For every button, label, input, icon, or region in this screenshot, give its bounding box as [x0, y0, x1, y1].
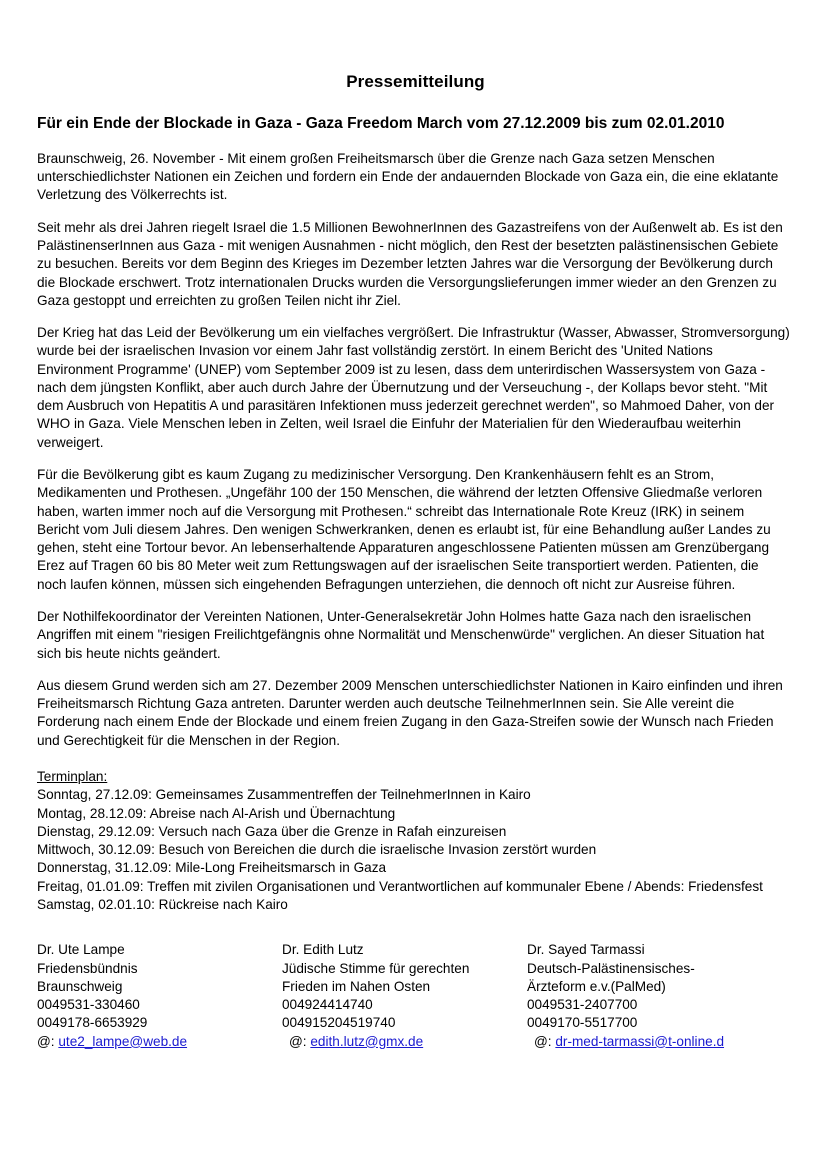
contacts-section — [37, 941, 794, 1051]
paragraph: Für die Bevölkerung gibt es kaum Zugang zu medizinischer Versorgung. Den Krankenhäusern fehlt es an Strom, Medikamenten und Prothesen. „Ungefähr 100 der 150 Menschen, die während der letzten Offensive Gliedmaße verloren haben, warten immer noch auf die Versorgung mit Prothesen.“ schreibt das Internationale Rote Kreuz (IRK) in seinem Bericht vom Juli diesem Jahres. Den wenigen Schwerkranken, denen es erlaubt ist, für eine Behandlung außer Landes zu gehen, steht eine Tortour bevor. An lebenserhaltende Apparaturen angeschlossene Patienten müssen am Grenzübergang Erez auf Tragen 60 bis 80 Meter weit zum Rettungswagen auf der israelischen Seite transportiert werden. Patienten, die noch laufen können, müssen sich eingehenden Befragungen unterziehen, die dennoch oft nicht zur Ausreise führen. — [37, 467, 771, 592]
contact-email-row — [527, 1033, 787, 1051]
schedule-entry: Sonntag, 27.12.09: Gemeinsames Zusammentreffen der TeilnehmerInnen in Kairo — [37, 787, 531, 803]
email-label: @: — [289, 1033, 307, 1049]
contact-phone: 0049531-330460 — [37, 997, 140, 1013]
contact-phone: 0049178-6653929 — [37, 1015, 148, 1031]
contact-phone: 004924414740 — [282, 997, 373, 1013]
paragraph: Braunschweig, 26. November - Mit einem großen Freiheitsmarsch über die Grenze nach Gaza setzen Menschen unterschiedlichster Nationen ein Zeichen und fordern ein Ende der andauernden Blockade von Gaza ein, die eine eklatante Verletzung des Völkerrechts ist. — [37, 150, 779, 203]
paragraph: Der Krieg hat das Leid der Bevölkerung um ein vielfaches vergrößert. Die Infrastruktur (Wasser, Abwasser, Stromversorgung) wurde bei der israelischen Invasion vor einem Jahr fast vollständig zerstört. In einem Bericht des 'United Nations Environment Programme' (UNEP) vom September 2009 ist zu lesen, dass dem unterirdischen Wassersystem von Gaza - nach dem jüngsten Konflikt, aber auch durch Jahre der Übernutzung und der Verseuchung -, der Kollaps bevor steht. "Mit dem Ausbruch von Hepatitis A und parasitären Infektionen muss jederzeit gerechnet werden", so Mahmoed Daher, von der WHO in Gaza. Viele Menschen leben in Zelten, weil Israel die Einfuhr der Materialien für den Wiederaufbau weiterhin verweigert. — [37, 325, 790, 450]
contact-name: Dr. Ute Lampe — [37, 942, 125, 958]
email-label: @: — [534, 1033, 552, 1049]
contact-org-line: Frieden im Nahen Osten — [282, 978, 431, 994]
contact-email-link[interactable]: edith.lutz@gmx.de — [310, 1033, 424, 1049]
contact-name: Dr. Sayed Tarmassi — [527, 942, 645, 958]
body-paragraphs — [37, 150, 794, 750]
contact-org-line: Braunschweig — [37, 978, 123, 994]
contact-email-link[interactable]: dr-med-tarmassi@t-online.d — [555, 1033, 725, 1049]
schedule-entry: Samstag, 02.01.10: Rückreise nach Kairo — [37, 896, 288, 912]
schedule-entry: Donnerstag, 31.12.09: Mile-Long Freiheitsmarsch in Gaza — [37, 860, 387, 876]
paragraph: Der Nothilfekoordinator der Vereinten Nationen, Unter-Generalsekretär John Holmes hatte Gaza nach den israelischen Angriffen mit einem "riesigen Freilichtgefängnis ohne Normalität und Menschenwürde" verglichen. An dieser Situation hat sich bis heute nichts geändert. — [37, 609, 765, 661]
paragraph: Aus diesem Grund werden sich am 27. Dezember 2009 Menschen unterschiedlichster Nationen in Kairo einfinden und ihren Freiheitsmarsch Richtung Gaza antreten. Darunter werden auch deutsche TeilnehmerInnen sein. Sie Alle vereint die Forderung nach einem Ende der Blockade und einem freien Zugang in den Gaza-Streifen sowie der Wunsch nach Frieden und Gerechtigkeit für die Menschen in der Region. — [37, 677, 783, 748]
contact-phone: 0049531-2407700 — [527, 997, 638, 1013]
paragraph: Seit mehr als drei Jahren riegelt Israel die 1.5 Millionen BewohnerInnen des Gazastreifens von der Außenwelt ab. Es ist den PalästinenserInnen aus Gaza - mit wenigen Ausnahmen - nicht möglich, den Rest der besetzten palästinensischen Gebiete zu besuchen. Bereits vor dem Beginn des Krieges im Dezember letzten Jahres war die Versorgung der Bevölkerung durch die Blockade erschwert. Trotz internationalen Drucks wurden die Versorgungslieferungen immer wieder an den Grenzen zu Gaza gestoppt und erreichten zu großen Teilen nicht ihr Ziel. — [37, 219, 783, 308]
contact-org-line: Friedensbündnis — [37, 960, 138, 976]
page-subtitle: Für ein Ende der Blockade in Gaza - Gaza Freedom March vom 27.12.2009 bis zum 02.01.2010 — [37, 115, 725, 132]
schedule-entry: Mittwoch, 30.12.09: Besuch von Bereichen die durch die israelische Invasion zerstört wurden — [37, 842, 597, 858]
email-label: @: — [37, 1033, 55, 1049]
contact-email-link[interactable]: ute2_lampe@web.de — [58, 1033, 188, 1049]
schedule-section — [37, 768, 794, 914]
contact-block — [37, 941, 282, 1051]
contact-name: Dr. Edith Lutz — [282, 942, 364, 958]
schedule-entry: Dienstag, 29.12.09: Versuch nach Gaza über die Grenze in Rafah einzureisen — [37, 823, 507, 839]
contact-org-line: Ärzteform e.v.(PalMed) — [527, 978, 666, 994]
contact-email-row — [282, 1033, 527, 1051]
contact-block — [282, 941, 527, 1051]
contact-block — [527, 941, 787, 1051]
contact-org-line: Deutsch-Palästinensisches- — [527, 960, 695, 976]
contact-org-line: Jüdische Stimme für gerechten — [282, 960, 470, 976]
page-title: Pressemitteilung — [346, 72, 485, 91]
contact-phone: 004915204519740 — [282, 1015, 396, 1031]
schedule-heading: Terminplan: — [37, 768, 108, 784]
schedule-entry: Montag, 28.12.09: Abreise nach Al-Arish und Übernachtung — [37, 805, 396, 821]
schedule-entry: Freitag, 01.01.09: Treffen mit zivilen Organisationen und Verantwortlichen auf kommunaler Ebene / Abends: Friedensfest — [37, 878, 763, 894]
contact-email-row — [37, 1033, 282, 1051]
contact-phone: 0049170-5517700 — [527, 1015, 638, 1031]
